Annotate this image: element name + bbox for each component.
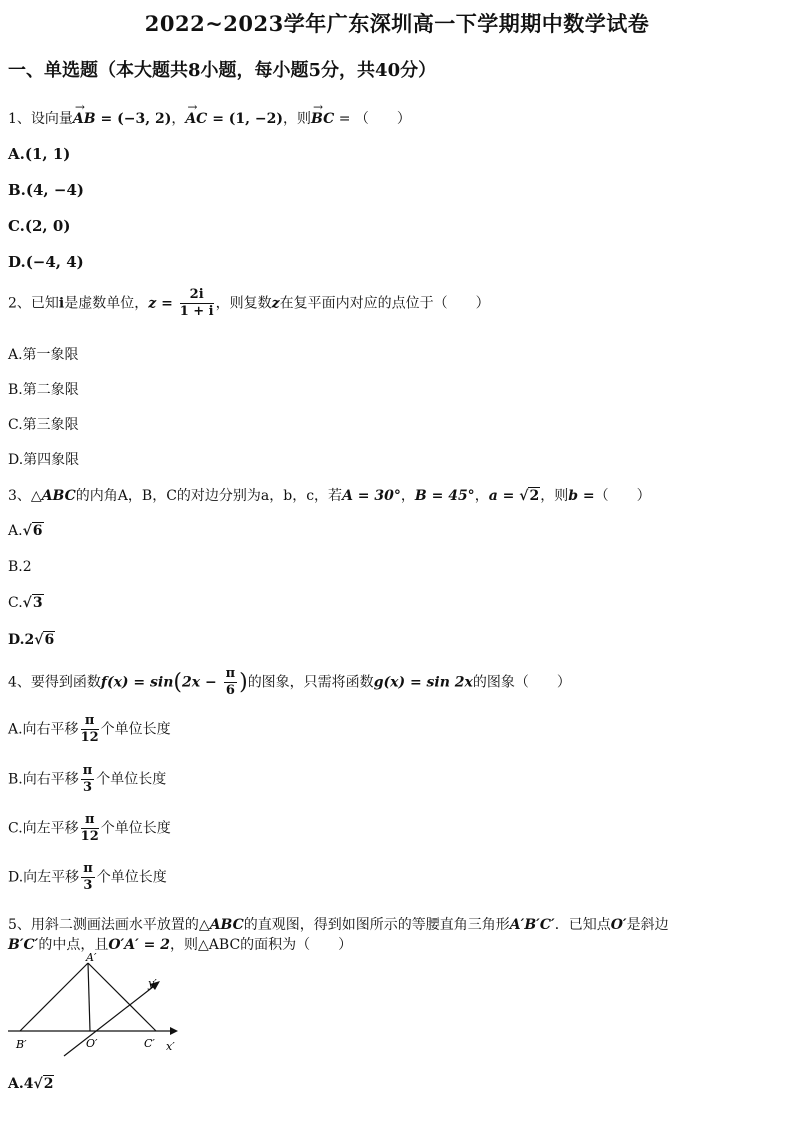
q4-option-a-frac [81, 713, 99, 746]
q2-eq: = [156, 295, 178, 312]
q2-denominator: 1 + i [179, 304, 214, 319]
q5-option-a-sqrt: √2 [33, 1076, 54, 1092]
q5-option-a-radicand: 2 [43, 1076, 54, 1092]
q4-text1: 的图象，只需将函数 [247, 674, 374, 691]
q2-i: i [58, 295, 65, 312]
q2-option-b[interactable]: B.第二象限 [8, 382, 79, 398]
q4-f: f(x) = sin [100, 674, 174, 691]
q4-prefix: 4、要得到函数 [8, 674, 101, 691]
q2-rest1: ，则复数 [215, 295, 272, 312]
q4-option-d-frac [81, 861, 95, 894]
q4-option-c[interactable] [8, 812, 171, 845]
q4-inner: 2x − [182, 674, 222, 691]
q3-option-a-radicand: 6 [32, 523, 43, 539]
q3-text1: 的内角A，B，C的对边分别为a，b，c，若 [75, 488, 343, 504]
q2-mid: 是虚数单位， [64, 295, 149, 312]
q3-prefix: 3、△ [8, 488, 42, 504]
q1-sep2: ，则 [283, 111, 312, 127]
q3-option-c[interactable] [8, 595, 44, 611]
q3-option-c-radicand: 3 [32, 595, 43, 611]
q1-prefix: 1、设向量 [8, 111, 73, 127]
q5-l1-mid: 的直观图，得到如图所示的等腰直角三角形 [243, 917, 510, 933]
label-a: A′ [86, 953, 97, 964]
q4-option-b-num: π [82, 763, 93, 778]
q4-option-d-num: π [83, 861, 93, 876]
q1-option-b[interactable]: B.(4, −4) [8, 181, 84, 199]
x-axis-arrow [170, 1027, 178, 1035]
q4-fraction [224, 666, 238, 699]
q4-option-a-post: 个单位长度 [100, 721, 171, 738]
q4-open-paren: ( [173, 670, 182, 695]
q4-option-a-num: π [81, 713, 99, 730]
q1-option-c[interactable]: C.(2, 0) [8, 217, 71, 235]
q4-option-b-frac [81, 763, 95, 796]
q3-sqrt2-radicand: 2 [529, 488, 540, 504]
q4-option-c-den: 12 [80, 829, 99, 844]
q2-z2: z [271, 295, 280, 312]
q3-option-d[interactable] [8, 632, 55, 648]
q5-l1-end: 是斜边 [626, 917, 669, 933]
q5-figure [6, 953, 191, 1058]
q3-option-a-label: A. [8, 523, 23, 539]
q1-ac-value: = (1, −2) [207, 111, 284, 127]
q4-option-b-den: 3 [82, 780, 93, 795]
q4-option-d-pre: D.向左平移 [8, 869, 80, 886]
vector-ac: → AC [185, 111, 207, 127]
q2-prefix: 2、已知 [8, 295, 59, 312]
question-3 [8, 485, 651, 505]
q2-numerator: 2i [180, 287, 214, 304]
edge-ac [88, 963, 156, 1031]
label-o: O′ [86, 1037, 98, 1050]
q2-z: z [148, 295, 157, 312]
label-c: C′ [144, 1037, 155, 1050]
q5-option-a[interactable] [8, 1076, 54, 1092]
q4-text2: 的图象（ ） [472, 674, 571, 691]
question-2 [8, 287, 490, 320]
q3-text2: ，则 [540, 488, 569, 504]
q3-option-d-radicand: 6 [44, 632, 55, 648]
q4-option-c-num: π [81, 812, 99, 829]
label-b: B′ [16, 1038, 27, 1051]
q4-close-paren: ) [239, 670, 248, 695]
vector-ab: → AB [73, 111, 96, 127]
edge-ba [20, 963, 88, 1031]
q3-comma2: ， [474, 488, 489, 504]
q4-six: 6 [225, 683, 235, 698]
q2-rest2: 在复平面内对应的点位于（ ） [279, 295, 490, 312]
q4-pi: π [225, 666, 236, 681]
label-x: x′ [166, 1040, 175, 1053]
q5-l1-pre: 5、用斜二测画法画水平放置的△ [8, 917, 210, 933]
q5-option-a-label: A.4 [8, 1076, 34, 1092]
q3-side-b: b = [568, 488, 595, 504]
q3-option-a[interactable] [8, 523, 44, 539]
q3-angle-b: B = 45° [414, 488, 475, 504]
q3-option-b[interactable]: B.2 [8, 559, 32, 575]
q4-option-d-den: 3 [83, 878, 93, 893]
q5-l2-end: ，则△ABC的面积为（ ） [170, 937, 353, 953]
question-1 [8, 108, 411, 128]
q3-option-d-label: D.2 [8, 632, 35, 648]
edge-ao [88, 963, 90, 1031]
q5-hypotenuse: B′C′ [8, 937, 39, 953]
question-5-line-1 [8, 914, 669, 934]
vector-bc: → BC [311, 111, 334, 127]
q4-option-a-pre: A.向右平移 [8, 721, 79, 738]
q3-triangle: ABC [41, 488, 76, 504]
q2-fraction [180, 287, 214, 320]
q4-option-c-pre: C.向左平移 [8, 820, 79, 837]
q3-side-a: a = [488, 488, 520, 504]
q5-triangle: ABC [209, 917, 244, 933]
q3-option-c-sqrt: √3 [22, 595, 43, 611]
q1-sep1: ， [171, 111, 186, 127]
section-heading: 一、单选题（本大题共8小题，每小题5分，共40分） [8, 60, 437, 81]
q3-tail: （ ） [594, 488, 651, 504]
q2-option-c[interactable]: C.第三象限 [8, 417, 79, 433]
exam-title: 2022~2023学年广东深圳高一下学期期中数学试卷 [144, 11, 650, 36]
q4-option-b-post: 个单位长度 [96, 771, 167, 788]
q3-angle-a: A = 30° [342, 488, 401, 504]
q4-option-d[interactable] [8, 861, 167, 894]
q4-option-a[interactable] [8, 713, 171, 746]
q2-option-d[interactable]: D.第四象限 [8, 452, 80, 468]
q1-tail: = （ ） [334, 111, 411, 127]
question-5-line-2 [8, 934, 352, 954]
q1-option-d[interactable]: D.(−4, 4) [8, 253, 84, 271]
q5-l1-post: ．已知点 [554, 917, 611, 933]
q1-option-a[interactable]: A.(1, 1) [8, 145, 71, 163]
q5-l2-mid: 的中点，且 [38, 937, 109, 953]
q4-option-b[interactable] [8, 763, 166, 796]
q5-oa-length: O′A′ = 2 [108, 937, 171, 953]
q4-g: g(x) = sin 2x [373, 674, 473, 691]
q3-option-d-sqrt: √6 [34, 632, 55, 648]
q3-option-a-sqrt: √6 [22, 523, 43, 539]
q5-point-o: O′ [610, 917, 627, 933]
q3-comma1: ， [400, 488, 415, 504]
q4-option-c-post: 个单位长度 [100, 820, 171, 837]
q5-triangle-prime: A′B′C′ [509, 917, 555, 933]
q4-option-a-den: 12 [80, 730, 99, 745]
label-y: y′ [148, 977, 157, 990]
q4-option-c-frac [81, 812, 99, 845]
q3-sqrt2: √2 [519, 488, 540, 504]
q2-option-a[interactable]: A.第一象限 [8, 347, 79, 363]
q4-option-d-post: 个单位长度 [96, 869, 167, 886]
q1-ab-value: = (−3, 2) [95, 111, 172, 127]
question-4 [8, 666, 571, 699]
q4-option-b-pre: B.向右平移 [8, 771, 79, 788]
q3-option-c-label: C. [8, 595, 23, 611]
